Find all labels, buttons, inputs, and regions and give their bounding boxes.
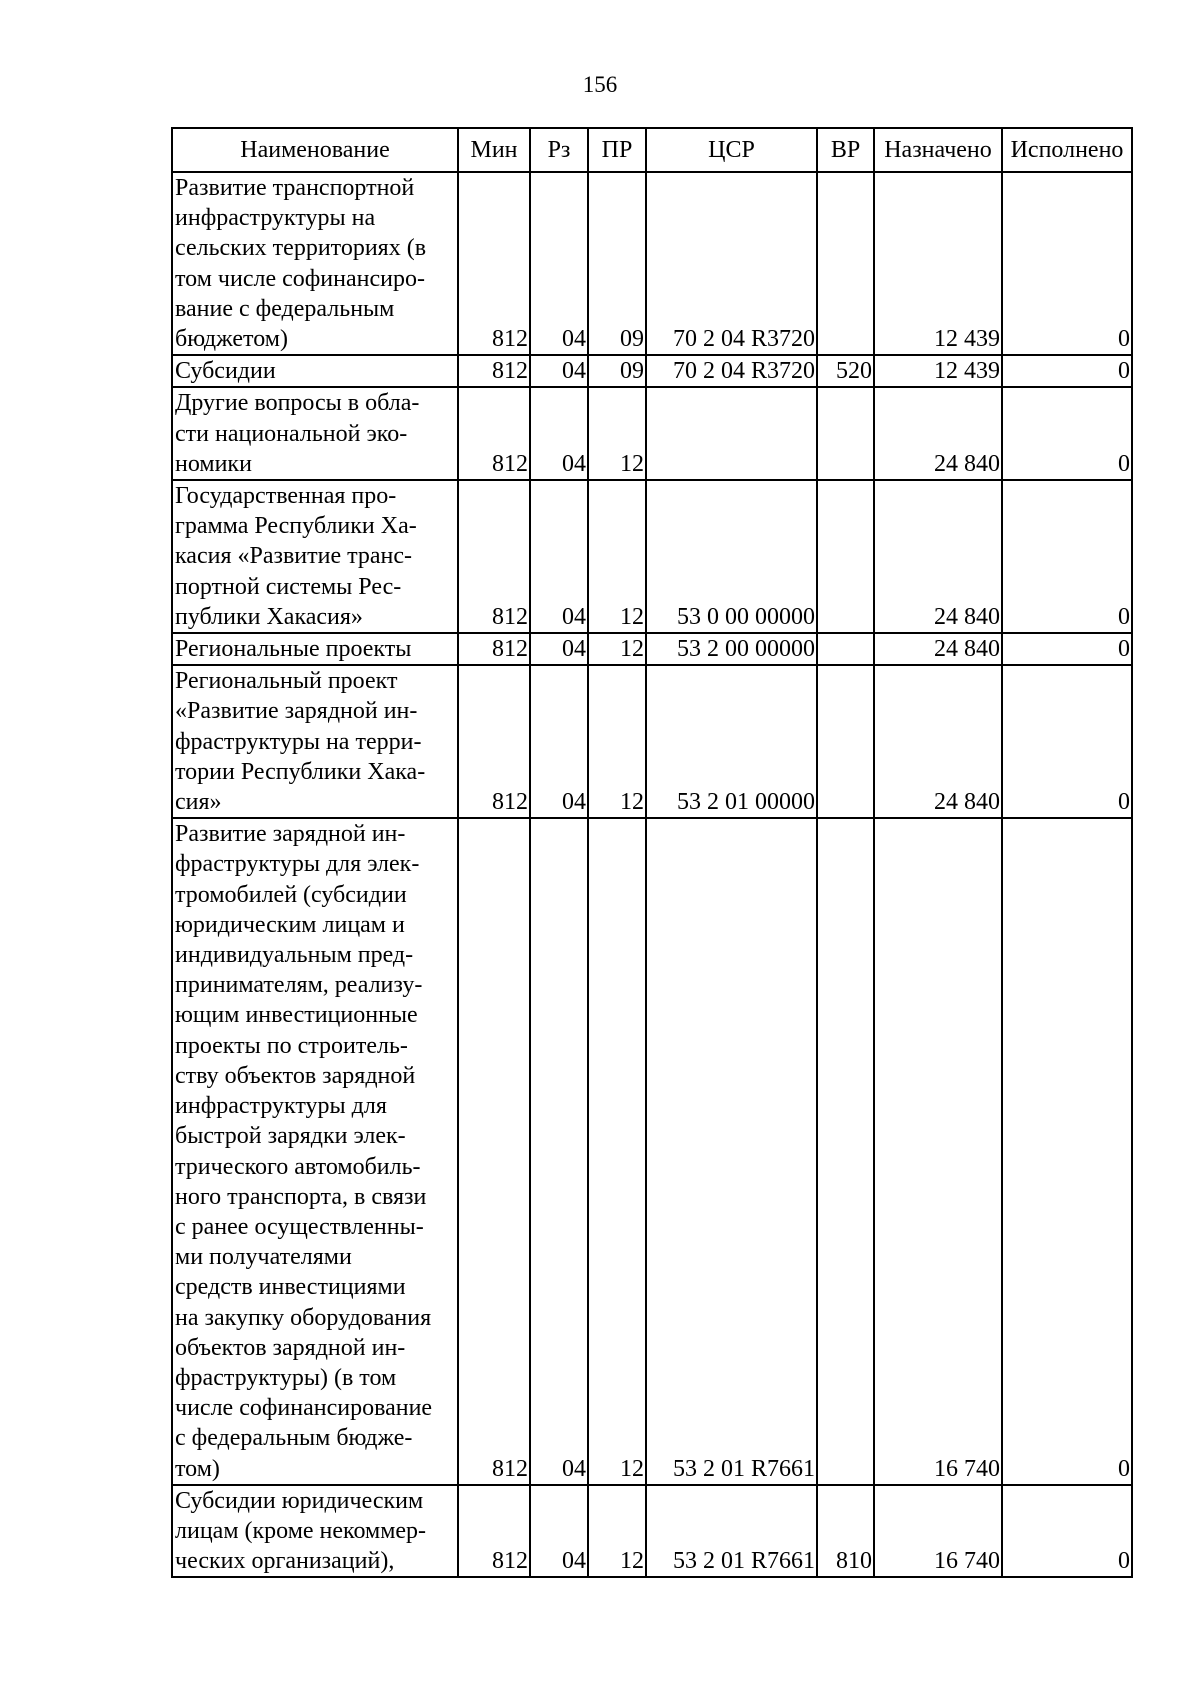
name-line: юридическим лицам и xyxy=(175,911,405,938)
cell-min: 812 xyxy=(458,172,530,355)
cell-executed: 0 xyxy=(1002,1485,1132,1578)
name-line: тории Республики Хака- xyxy=(175,758,426,785)
cell-assigned: 16 740 xyxy=(874,818,1002,1484)
cell-min: 812 xyxy=(458,665,530,818)
cell-assigned: 12 439 xyxy=(874,355,1002,387)
cell-pr: 09 xyxy=(588,355,646,387)
name-line: том числе софинансиро- xyxy=(175,265,425,292)
name-line: Субсидии юридическим xyxy=(175,1487,424,1514)
cell-name xyxy=(172,633,458,665)
name-line: портной системы Рес- xyxy=(175,573,402,600)
name-line: трического автомобиль- xyxy=(175,1153,421,1180)
table-row xyxy=(172,818,1132,1484)
cell-vr xyxy=(817,665,874,818)
name-line: сия» xyxy=(175,789,222,816)
name-line: лицам (кроме некоммер- xyxy=(175,1517,427,1544)
cell-name xyxy=(172,818,458,1484)
name-line: индивидуальным пред- xyxy=(175,942,414,969)
name-line: объектов зарядной ин- xyxy=(175,1334,406,1361)
name-line: том) xyxy=(175,1455,220,1482)
cell-name xyxy=(172,172,458,355)
cell-rz: 04 xyxy=(530,355,588,387)
cell-pr: 12 xyxy=(588,633,646,665)
cell-assigned: 24 840 xyxy=(874,387,1002,480)
cell-assigned: 16 740 xyxy=(874,1485,1002,1578)
cell-rz: 04 xyxy=(530,387,588,480)
header-csr: ЦСР xyxy=(646,128,817,172)
table-header-row xyxy=(172,128,1132,172)
cell-min: 812 xyxy=(458,355,530,387)
cell-assigned: 24 840 xyxy=(874,633,1002,665)
name-line: касия «Развитие транс- xyxy=(175,543,413,570)
cell-rz: 04 xyxy=(530,172,588,355)
cell-executed: 0 xyxy=(1002,818,1132,1484)
cell-executed: 0 xyxy=(1002,480,1132,633)
name-line: бюджетом) xyxy=(175,326,288,353)
table-row xyxy=(172,355,1132,387)
header-executed: Исполнено xyxy=(1002,128,1132,172)
cell-pr: 12 xyxy=(588,818,646,1484)
cell-min: 812 xyxy=(458,1485,530,1578)
name-line: тромобилей (субсидии xyxy=(175,881,407,908)
cell-csr: 53 2 01 00000 xyxy=(646,665,817,818)
cell-vr xyxy=(817,387,874,480)
name-line: на закупку оборудования xyxy=(175,1304,432,1331)
cell-pr: 09 xyxy=(588,172,646,355)
name-line: с ранее осуществленны- xyxy=(175,1213,424,1240)
cell-name xyxy=(172,480,458,633)
cell-min: 812 xyxy=(458,633,530,665)
cell-pr: 12 xyxy=(588,387,646,480)
cell-name xyxy=(172,1485,458,1578)
header-vr: ВР xyxy=(817,128,874,172)
name-line: числе софинансирование xyxy=(175,1395,433,1422)
header-assigned: Назначено xyxy=(874,128,1002,172)
name-line: вание с федеральным xyxy=(175,295,395,322)
cell-executed: 0 xyxy=(1002,665,1132,818)
cell-rz: 04 xyxy=(530,480,588,633)
name-line: фраструктуры на терри- xyxy=(175,728,422,755)
name-line: грамма Республики Ха- xyxy=(175,513,417,540)
name-line: средств инвестициями xyxy=(175,1274,406,1301)
cell-vr: 520 xyxy=(817,355,874,387)
name-line: ческих организаций), xyxy=(175,1548,395,1575)
cell-rz: 04 xyxy=(530,818,588,1484)
cell-vr xyxy=(817,633,874,665)
cell-rz: 04 xyxy=(530,665,588,818)
cell-min: 812 xyxy=(458,480,530,633)
header-rz: Рз xyxy=(530,128,588,172)
cell-pr: 12 xyxy=(588,1485,646,1578)
cell-name xyxy=(172,355,458,387)
name-line: Региональные проекты xyxy=(175,636,412,663)
table-row xyxy=(172,387,1132,480)
cell-csr xyxy=(646,387,817,480)
name-line: сти национальной эко- xyxy=(175,420,408,447)
name-line: Субсидии xyxy=(175,358,276,385)
cell-csr: 53 2 01 R7661 xyxy=(646,1485,817,1578)
table-row xyxy=(172,633,1132,665)
table-row xyxy=(172,665,1132,818)
table-body xyxy=(172,172,1132,1577)
cell-vr xyxy=(817,172,874,355)
cell-name xyxy=(172,387,458,480)
name-line: фраструктуры) (в том xyxy=(175,1364,397,1391)
table-row xyxy=(172,172,1132,355)
cell-assigned: 12 439 xyxy=(874,172,1002,355)
cell-name xyxy=(172,665,458,818)
name-line: Развитие зарядной ин- xyxy=(175,821,406,848)
header-min: Мин xyxy=(458,128,530,172)
name-line: Другие вопросы в обла- xyxy=(175,390,420,417)
name-line: проекты по строитель- xyxy=(175,1032,408,1059)
name-line: номики xyxy=(175,450,252,477)
name-line: с федеральным бюдже- xyxy=(175,1425,413,1452)
cell-csr: 53 0 00 00000 xyxy=(646,480,817,633)
table-row xyxy=(172,480,1132,633)
name-line: сельских территориях (в xyxy=(175,235,427,262)
name-line: быстрой зарядки элек- xyxy=(175,1123,406,1150)
cell-executed: 0 xyxy=(1002,355,1132,387)
cell-min: 812 xyxy=(458,387,530,480)
cell-vr xyxy=(817,480,874,633)
budget-table xyxy=(171,127,1133,1578)
name-line: Развитие транспортной xyxy=(175,175,415,201)
page-number: 156 xyxy=(582,72,618,97)
cell-min: 812 xyxy=(458,818,530,1484)
cell-csr: 53 2 01 R7661 xyxy=(646,818,817,1484)
name-line: ми получателями xyxy=(175,1244,352,1271)
table-row xyxy=(172,1485,1132,1578)
name-line: инфраструктуры для xyxy=(175,1093,387,1120)
cell-csr: 53 2 00 00000 xyxy=(646,633,817,665)
cell-rz: 04 xyxy=(530,1485,588,1578)
name-line: фраструктуры для элек- xyxy=(175,851,420,878)
cell-assigned: 24 840 xyxy=(874,665,1002,818)
cell-pr: 12 xyxy=(588,665,646,818)
cell-executed: 0 xyxy=(1002,387,1132,480)
header-name: Наименование xyxy=(172,128,458,172)
name-line: Региональный проект xyxy=(175,668,398,695)
name-line: «Развитие зарядной ин- xyxy=(175,698,418,725)
cell-csr: 70 2 04 R3720 xyxy=(646,355,817,387)
cell-pr: 12 xyxy=(588,480,646,633)
name-line: ству объектов зарядной xyxy=(175,1062,416,1089)
cell-executed: 0 xyxy=(1002,172,1132,355)
cell-csr: 70 2 04 R3720 xyxy=(646,172,817,355)
name-line: Государственная про- xyxy=(175,483,397,510)
name-line: принимателям, реализу- xyxy=(175,972,423,999)
cell-vr xyxy=(817,818,874,1484)
name-line: ного транспорта, в связи xyxy=(175,1183,427,1210)
name-line: инфраструктуры на xyxy=(175,205,376,232)
name-line: ющим инвестиционные xyxy=(175,1002,418,1029)
name-line: публики Хакасия» xyxy=(175,603,363,630)
cell-assigned: 24 840 xyxy=(874,480,1002,633)
header-pr: ПР xyxy=(588,128,646,172)
cell-vr: 810 xyxy=(817,1485,874,1578)
cell-executed: 0 xyxy=(1002,633,1132,665)
cell-rz: 04 xyxy=(530,633,588,665)
